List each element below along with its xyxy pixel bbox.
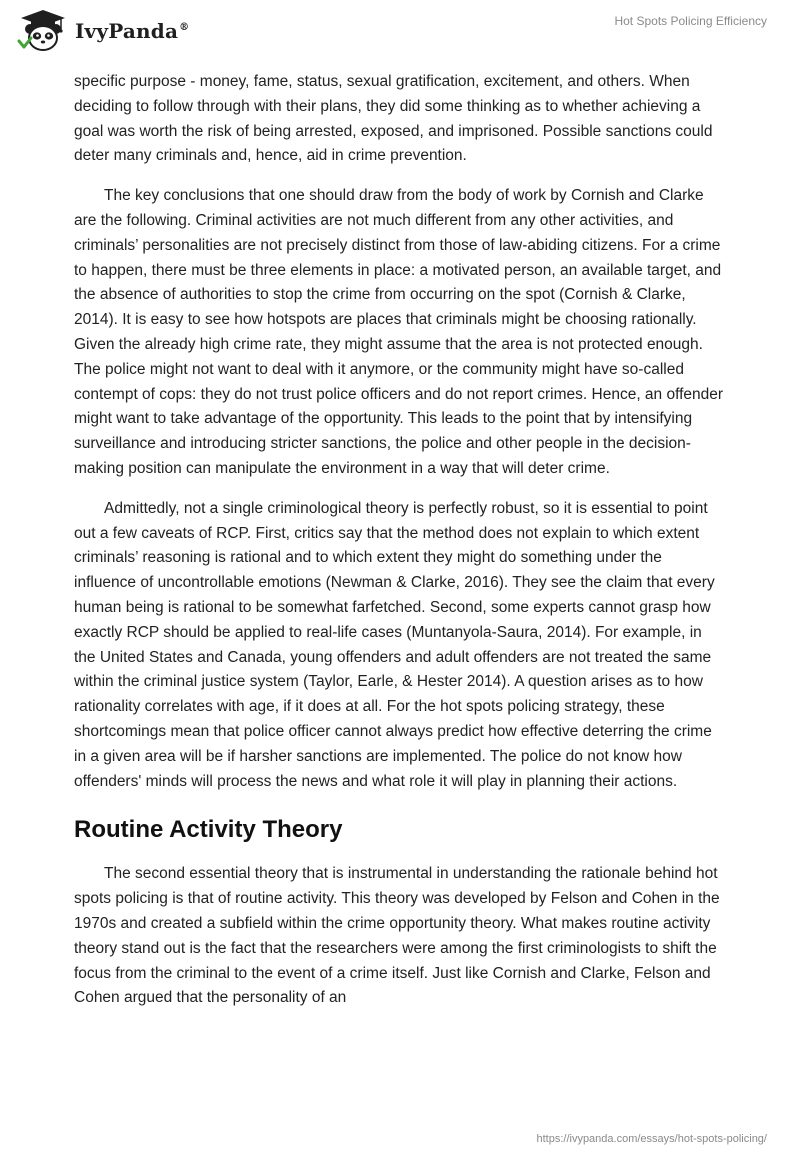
brand-logo[interactable] bbox=[17, 8, 189, 54]
document-title: Hot Spots Policing Efficiency bbox=[614, 14, 767, 28]
paragraph: The second essential theory that is instrumental in understanding the rationale behind hot spots policing is that of routine activity. This theory was developed by Felson and Cohen in the 1970s and created a subfield within the crime opportunity theory. What makes routine activity theory stand out is the fact that the researchers were among the first criminologists to shift the focus from the criminal to the event of a crime itself. Just like Cornish and Clarke, Felson and Cohen argued that the personality of an bbox=[74, 865, 720, 1007]
panda-graduate-logo-icon bbox=[17, 8, 69, 54]
essay-content bbox=[74, 70, 724, 1026]
brand-name-text: IvyPanda bbox=[75, 19, 179, 43]
paragraph: Admittedly, not a single criminological theory is perfectly robust, so it is essential to point out a few caveats of RCP. First, critics say that the method does not explain to which extent criminals’ reasoning is rational and to which extent they might do something under the influence of uncontrollable emotions (Newman & Clarke, 2016). They see the claim that every human being is rational to be somewhat farfetched. Second, some experts cannot grasp how exactly RCP should be applied to real-life cases (Muntanyola-Saura, 2014). For example, in the United States and Canada, young offenders and adult offenders are not treated the same within the criminal justice system (Taylor, Earle, & Hester 2014). A question arises as to how rationality correlates with age, if it does at all. For the hot spots policing strategy, these shortcomings mean that police officer cannot always predict how effective deterring the crime in a given area will be if harsher sanctions are implemented. The police do not know how offenders' minds will process the news and what role it will play in planning their actions. bbox=[74, 499, 715, 790]
section-heading: Routine Activity Theory bbox=[74, 816, 343, 844]
page-header bbox=[0, 0, 800, 70]
paragraph-continued: specific purpose - money, fame, status, sexual gratification, excitement, and others. When deciding to follow through with their plans, they did some thinking as to whether achieving a goal was worth the risk of being arrested, exposed, and imprisoned. Possible sanctions could deter many criminals and, hence, aid in crime prevention. bbox=[74, 73, 713, 165]
registered-mark: ® bbox=[179, 22, 190, 34]
source-url[interactable]: https://ivypanda.com/essays/hot-spots-policing/ bbox=[536, 1133, 767, 1145]
paragraph: The key conclusions that one should draw from the body of work by Cornish and Clarke are the following. Criminal activities are not much different from any other activities, and criminals’ personalities are not precisely distinct from those of law-abiding citizens. For a crime to happen, there must be three elements in place: a motivated person, an available target, and the absence of authorities to stop the crime from occurring on the spot (Cornish & Clarke, 2014). It is easy to see how hotspots are places that criminals might be choosing rationally. Given the already high crime rate, they might assume that the area is not protected enough. The police might not want to deal with it anymore, or the community might have so-called contempt of cops: they do not trust police officers and do not report crimes. Hence, an offender might want to take advantage of the opportunity. This leads to the point that by intensifying surveillance and introducing stricter sanctions, the police and other people in the decision-making position can manipulate the environment in a way that will deter crime. bbox=[74, 187, 724, 477]
brand-name bbox=[75, 19, 189, 43]
